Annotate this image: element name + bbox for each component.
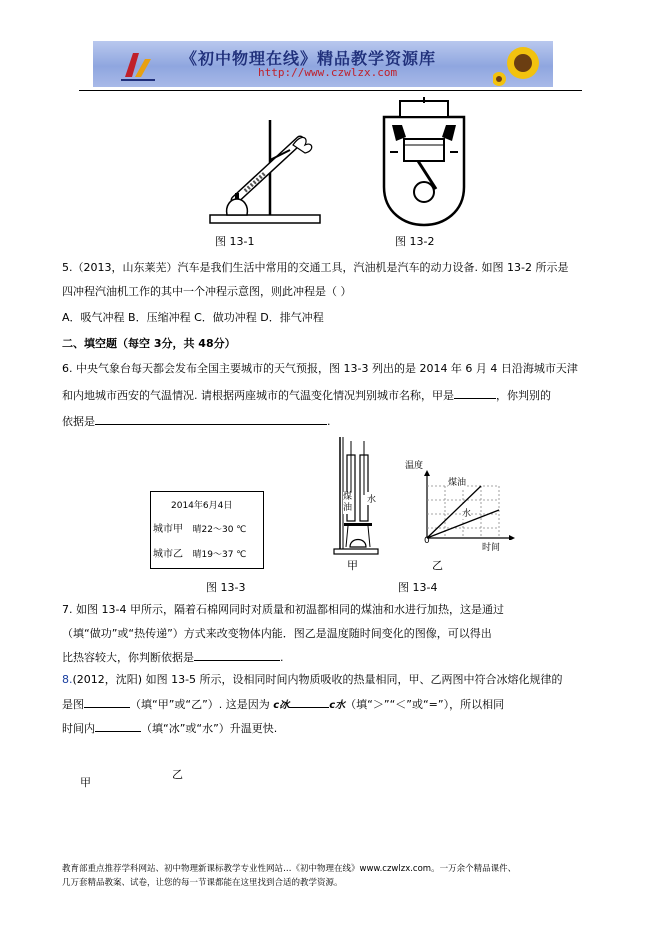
label-water: 水 [367, 492, 376, 505]
banner-url[interactable]: http://www.czwlzx.com [258, 66, 398, 79]
fig13-5-jia-label: 甲 [80, 776, 91, 789]
q8-line3-b: （填“冰”或“水”）升温更快. [141, 722, 278, 735]
figure-13-1-caption: 图 13-1 [215, 235, 255, 248]
graph-kerosene-label: 煤油 [448, 475, 466, 488]
weather-date: 2014年6月4日 [171, 501, 233, 511]
q8-line2 [62, 697, 504, 713]
c-ice-symbol: c冰 [273, 700, 290, 711]
figure-13-2-caption: 图 13-2 [395, 235, 435, 248]
q8-line3 [62, 721, 277, 736]
q8-line1-text: (2012，沈阳) 如图 13-5 所示，设相同时间内物质吸收的热量相同，甲、乙两图中符合冰熔化规律的 [72, 673, 563, 686]
q8-number: 8. [62, 673, 73, 686]
q7-line2: （填“做功”或“热传递”）方式来改变物体内能．图乙是温度随时间变化的图像，可以得出 [62, 627, 492, 640]
q6-blank-1[interactable] [454, 388, 496, 399]
q5-options: A．吸气冲程 B．压缩冲程 C．做功冲程 D．排气冲程 [62, 311, 324, 324]
q7-blank[interactable] [194, 650, 280, 661]
weather-row-1 [153, 520, 246, 535]
weather-row-2 [153, 545, 246, 560]
q7-line3-end: . [280, 651, 284, 664]
q5-line2: 四冲程汽油机工作的其中一个冲程示意图，则此冲程是（ ） [62, 285, 352, 298]
figure-13-4-caption: 图 13-4 [398, 581, 438, 594]
section-fill-in-heading: 二、填空题（每空 3分，共 48分） [62, 337, 236, 350]
q7-line1: 7. 如图 13-4 甲所示，隔着石棉网同时对质量和初温都相同的煤油和水进行加热，这是通过 [62, 603, 504, 616]
q8-line1 [62, 673, 563, 687]
q7-line3 [62, 650, 284, 665]
header-banner [93, 41, 553, 87]
q7-line3-text: 比热容较大，你判断依据是 [62, 651, 194, 664]
fig13-5-yi-label: 乙 [172, 768, 183, 781]
city-yi-label: 城市乙 [153, 549, 183, 560]
label-kerosene: 煤油 [343, 492, 353, 513]
caption-jia: 甲 [347, 559, 358, 572]
figure-13-2-illustration [378, 97, 470, 229]
q5-line1: 5.（2013，山东莱芜）汽车是我们生活中常用的交通工具，汽油机是汽车的动力设备. 如图 13-2 所示是 [62, 261, 569, 274]
city-jia-label: 城市甲 [153, 524, 183, 535]
graph-x-label: 时间 [482, 543, 501, 553]
q8-blank-2[interactable] [289, 697, 329, 708]
sunflower-icon [493, 43, 551, 87]
q8-blank-3[interactable] [95, 721, 141, 732]
kerosene-line [427, 486, 481, 538]
q8-line3-a: 时间内 [62, 722, 95, 735]
q6-line2 [62, 388, 551, 403]
q6-line1: 6. 中央气象台每天都会发布全国主要城市的天气预报，图 13-3 列出的是 2014 年 6 月 4 日沿海城市天津 [62, 362, 578, 375]
graph-origin: 0 [424, 536, 430, 546]
q6-line3-end: . [327, 415, 331, 428]
q8-line2-a: 是图 [62, 698, 84, 711]
city-jia-temp: 晴22～30 ℃ [192, 525, 247, 535]
graph-y-label: 温度 [405, 461, 424, 471]
header-divider [79, 90, 582, 91]
q6-blank-2[interactable] [95, 414, 327, 425]
q8-blank-1[interactable] [84, 697, 130, 708]
footer-line-2: 几万套精品教案、试卷，让您的每一节课都能在这里找到合适的教学资源。 [62, 878, 343, 888]
figure-13-3-caption: 图 13-3 [206, 581, 246, 594]
c-water-symbol: c水 [329, 700, 346, 711]
city-yi-temp: 晴19～37 ℃ [192, 550, 247, 560]
figure-13-1-illustration [205, 115, 325, 227]
q6-line3 [62, 414, 331, 429]
caption-yi: 乙 [432, 559, 443, 572]
q8-line2-b: （填“甲”或“乙”）. 这是因为 [130, 698, 270, 711]
footer-line-1: 教育部重点推荐学科网站、初中物理新课标教学专业性网站…《初中物理在线》www.czwlzx.com。一万余个精品课件、 [62, 864, 517, 874]
logo-icon [119, 47, 159, 83]
weather-forecast-box [150, 491, 264, 569]
q6-line2-text: 和内地城市西安的气温情况. 请根据两座城市的气温变化情况判别城市名称，甲是 [62, 389, 454, 402]
banner-title: 《初中物理在线》精品教学资源库 [181, 49, 437, 68]
q8-line2-c: （填“＞”“＜”或“=”），所以相同 [345, 698, 505, 711]
graph-water-label: 水 [462, 506, 471, 519]
q6-line3-text: 依据是 [62, 415, 95, 428]
q6-line2-end: ，你判别的 [496, 389, 551, 402]
